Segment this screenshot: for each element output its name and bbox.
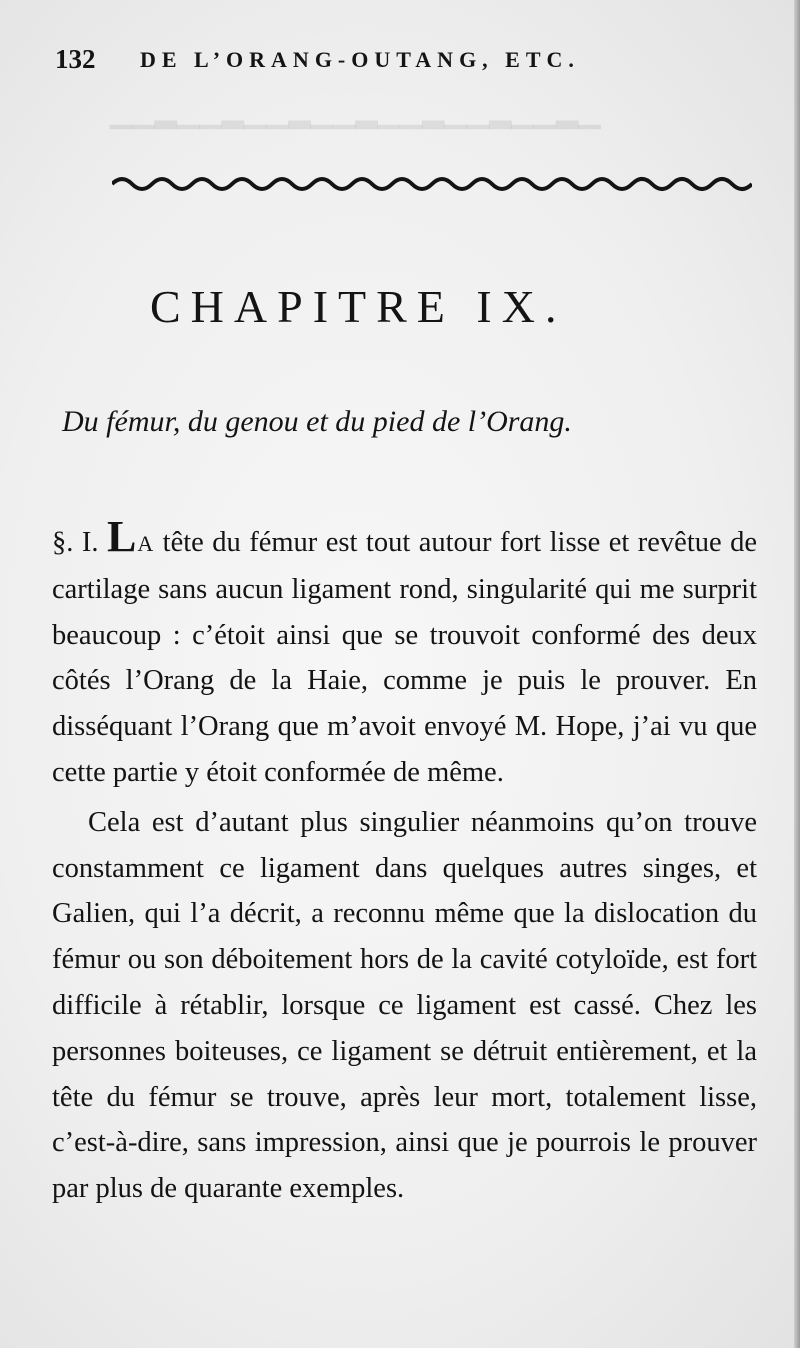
chapter-heading: CHAPITRE IX. bbox=[150, 281, 567, 332]
chapter-subtitle: Du fémur, du genou et du pied de l’Orang. bbox=[62, 405, 572, 438]
wavy-divider-rule bbox=[112, 170, 752, 194]
paragraph-1 bbox=[52, 512, 758, 796]
initial-small-caps: A bbox=[137, 531, 155, 556]
page-number: 132 bbox=[55, 44, 96, 74]
section-mark: §. I. bbox=[52, 527, 99, 558]
initial-letter: L bbox=[106, 512, 138, 561]
paragraph-2: Cela est d’autant plus singulier néanmoins qu’on trouve constamment ce ligament dans quelques autres singes, et Galien, qui l’a décrit, a reconnu même que la dislocation du fémur ou son déboitement hors de la cavité cotyloïde, est fort difficile à rétablir, lorsque ce ligament est cassé. Chez les personnes boiteuses, ce ligament se détruit entièrement, et la tête du fémur se trouve, après leur mort, totalement lisse, c’est-à-dire, sans impression, ainsi que je pourrois le prouver par plus de quarante exemples. bbox=[52, 806, 757, 1205]
paragraph-1-text: tête du fémur est tout autour fort lisse et revêtue de cartilage sans aucun ligament rond, singularité qui me surprit beaucoup : c’étoit ainsi que se trouvoit conformé des deux côtés l’Orang de la Haie, comme je puis le prouver. En disséquant l’Orang que m’avoit envoyé M. Hope, j’ai vu que cette partie y étoit conformée de même. bbox=[52, 527, 758, 788]
page-edge-shadow bbox=[794, 0, 800, 1348]
running-head bbox=[55, 44, 695, 80]
running-head-title: DE L’ORANG-OUTANG, ETC. bbox=[140, 47, 580, 72]
show-through-line: ▁▂▁▁▂▁▁▂▁▁▂▁▁▂▁▁▂▁▁▂▁▁ bbox=[110, 97, 601, 129]
section-body bbox=[52, 512, 758, 1212]
